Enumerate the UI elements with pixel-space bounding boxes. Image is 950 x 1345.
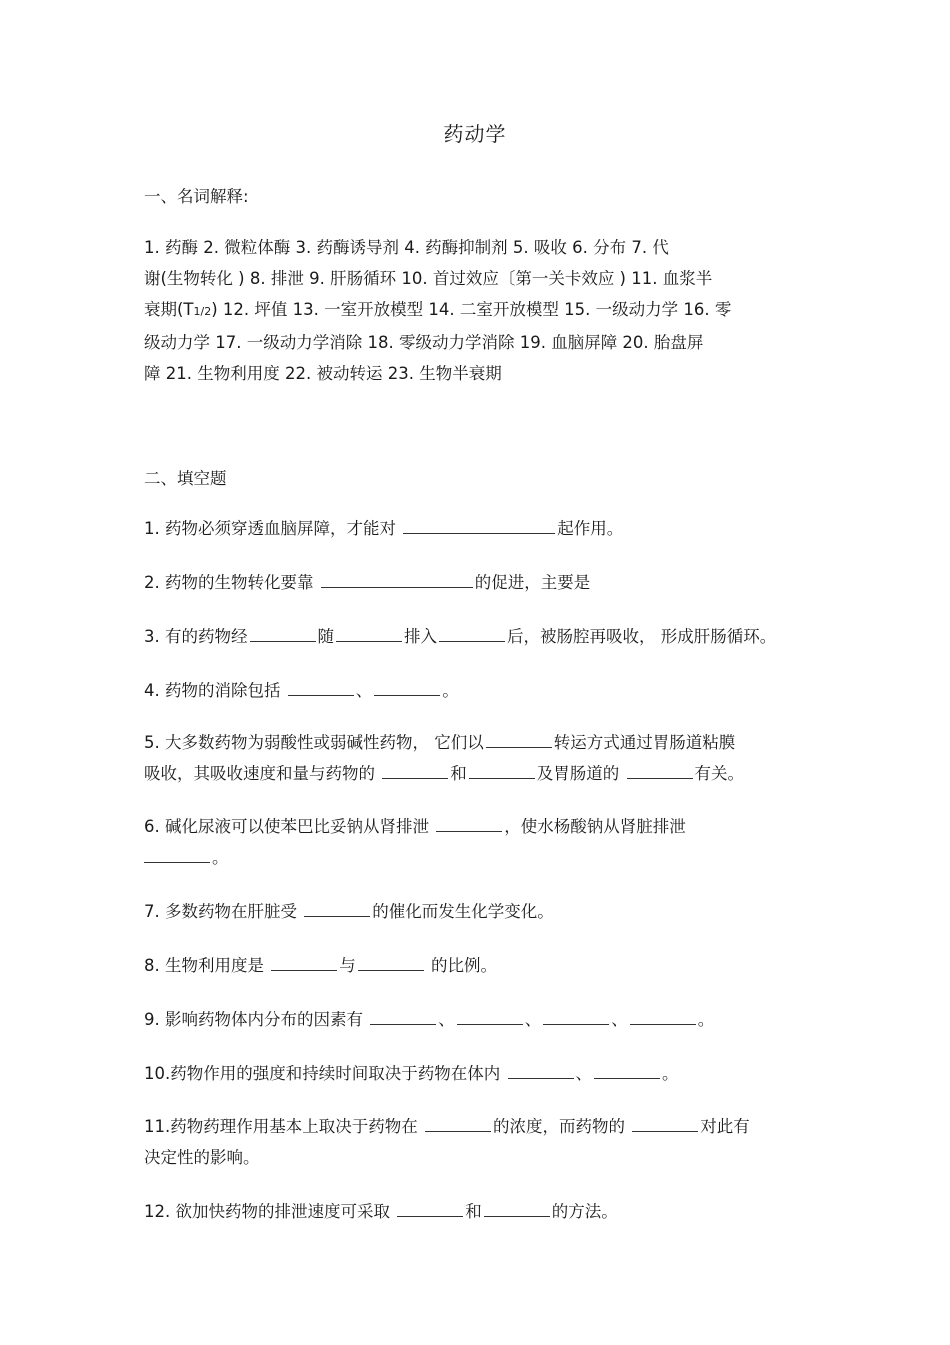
question-text: 的方法。 [551, 1202, 618, 1221]
question-9 [144, 1004, 806, 1035]
question-line [144, 758, 806, 789]
answer-blank [439, 627, 505, 642]
question-text: 8. 生物利用度是 [144, 956, 264, 975]
question-text: 、 [355, 681, 373, 700]
answer-blank [397, 1202, 463, 1217]
question-text: 11.药物药理作用基本上取决于药物在 [144, 1117, 418, 1136]
question-text: 。 [697, 1010, 715, 1029]
question-3 [144, 621, 806, 652]
question-text: 随 [317, 627, 334, 646]
question-text: 和 [450, 764, 467, 783]
section-heading-terms: 一、名词解释: [144, 187, 249, 206]
question-text: 有关。 [694, 764, 744, 783]
answer-blank [304, 902, 370, 917]
question-line [144, 842, 806, 873]
question-6 [144, 811, 806, 873]
question-2 [144, 567, 806, 598]
question-11 [144, 1111, 806, 1173]
answer-blank [508, 1064, 574, 1079]
terms-line: 级动力学 17. 一级动力学消除 18. 零级动力学消除 19. 血脑屏障 20. 胎盘屏 [144, 333, 704, 352]
answer-blank [436, 817, 502, 832]
question-5 [144, 727, 806, 789]
terms-line: 障 21. 生物利用度 22. 被动转运 23. 生物半衰期 [144, 364, 502, 383]
answer-blank [321, 573, 473, 588]
terms-list [144, 232, 806, 389]
answer-blank [486, 733, 552, 748]
question-text: 后，被肠腔再吸收， 形成肝肠循环。 [507, 627, 777, 646]
separator: 、 [438, 1010, 455, 1029]
question-text: 起作用。 [557, 519, 624, 538]
question-text: 1. 药物必须穿透血脑屏障，才能对 [144, 519, 396, 538]
question-text: 。 [212, 848, 229, 867]
question-text: 的促进，主要是 [474, 573, 591, 592]
question-text: 12. 欲加快药物的排泄速度可采取 [144, 1202, 390, 1221]
subscript-half: 1/2 [193, 305, 212, 318]
question-text: 4. 药物的消除包括 [144, 681, 281, 700]
question-text: 的浓度，而药物的 [493, 1117, 625, 1136]
terms-line: 谢(生物转化 ) 8. 排泄 9. 肝肠循环 10. 首过效应〔第一关卡效应 ) 11. 血浆半 [144, 269, 713, 288]
question-text: 10.药物作用的强度和持续时间取决于药物在体内 [144, 1064, 501, 1083]
question-line: 决定性的影响。 [144, 1148, 260, 1167]
answer-blank [288, 681, 354, 696]
answer-blank [336, 627, 402, 642]
question-text: 3. 有的药物经 [144, 627, 248, 646]
question-8 [144, 950, 806, 981]
page-title: 药动学 [443, 122, 507, 146]
question-line [144, 727, 806, 758]
answer-blank [457, 1010, 523, 1025]
terms-line: 1. 药酶 2. 微粒体酶 3. 药酶诱导剂 4. 药酶抑制剂 5. 吸收 6. 分布 7. 代 [144, 238, 669, 257]
separator: 、 [524, 1010, 542, 1029]
answer-blank [469, 764, 535, 779]
answer-blank [250, 627, 316, 642]
question-text: 。 [442, 681, 459, 700]
question-text: 2. 药物的生物转化要靠 [144, 573, 314, 592]
separator: 、 [575, 1064, 592, 1083]
question-text: 5. 大多数药物为弱酸性或弱碱性药物， 它们以 [144, 733, 484, 752]
question-1 [144, 513, 806, 544]
question-text: ，使水杨酸钠从肾脏排泄 [504, 817, 686, 836]
terms-line [144, 294, 806, 327]
question-text: 吸收，其吸收速度和量与药物的 [144, 764, 375, 783]
question-4 [144, 675, 806, 706]
terms-text: 衰期(T [144, 300, 194, 319]
question-10 [144, 1058, 806, 1089]
answer-blank [403, 519, 555, 534]
answer-blank [271, 956, 337, 971]
question-text: 9. 影响药物体内分布的因素有 [144, 1010, 363, 1029]
question-text: 及胃肠道的 [536, 764, 620, 783]
question-text: 和 [465, 1202, 482, 1221]
question-text: 对此有 [700, 1117, 750, 1136]
answer-blank [543, 1010, 609, 1025]
terms-text: ) 12. 坪值 13. 一室开放模型 14. 二室开放模型 15. 一级动力学 16. 零 [211, 300, 732, 319]
question-text: 排入 [404, 627, 437, 646]
question-text: 与 [339, 956, 356, 975]
answer-blank [370, 1010, 436, 1025]
question-12 [144, 1196, 806, 1227]
question-text: 转运方式通过胃肠道粘膜 [553, 733, 736, 752]
answer-blank [425, 1117, 491, 1132]
answer-blank [627, 764, 693, 779]
question-text: 7. 多数药物在肝脏受 [144, 902, 297, 921]
question-text: 的催化而发生化学变化。 [372, 902, 554, 921]
separator: 、 [611, 1010, 628, 1029]
answer-blank [382, 764, 448, 779]
question-line [144, 1111, 806, 1142]
answer-blank [374, 681, 440, 696]
answer-blank [594, 1064, 660, 1079]
question-text: 。 [662, 1064, 679, 1083]
question-text: 的比例。 [431, 956, 497, 975]
question-line [144, 811, 806, 842]
section-heading-fill: 二、填空题 [144, 469, 227, 488]
answer-blank [144, 848, 210, 863]
answer-blank [358, 956, 424, 971]
answer-blank [484, 1202, 550, 1217]
question-text: 6. 碱化尿液可以使苯巴比妥钠从肾排泄 [144, 817, 429, 836]
answer-blank [632, 1117, 698, 1132]
question-7 [144, 896, 806, 927]
answer-blank [630, 1010, 696, 1025]
